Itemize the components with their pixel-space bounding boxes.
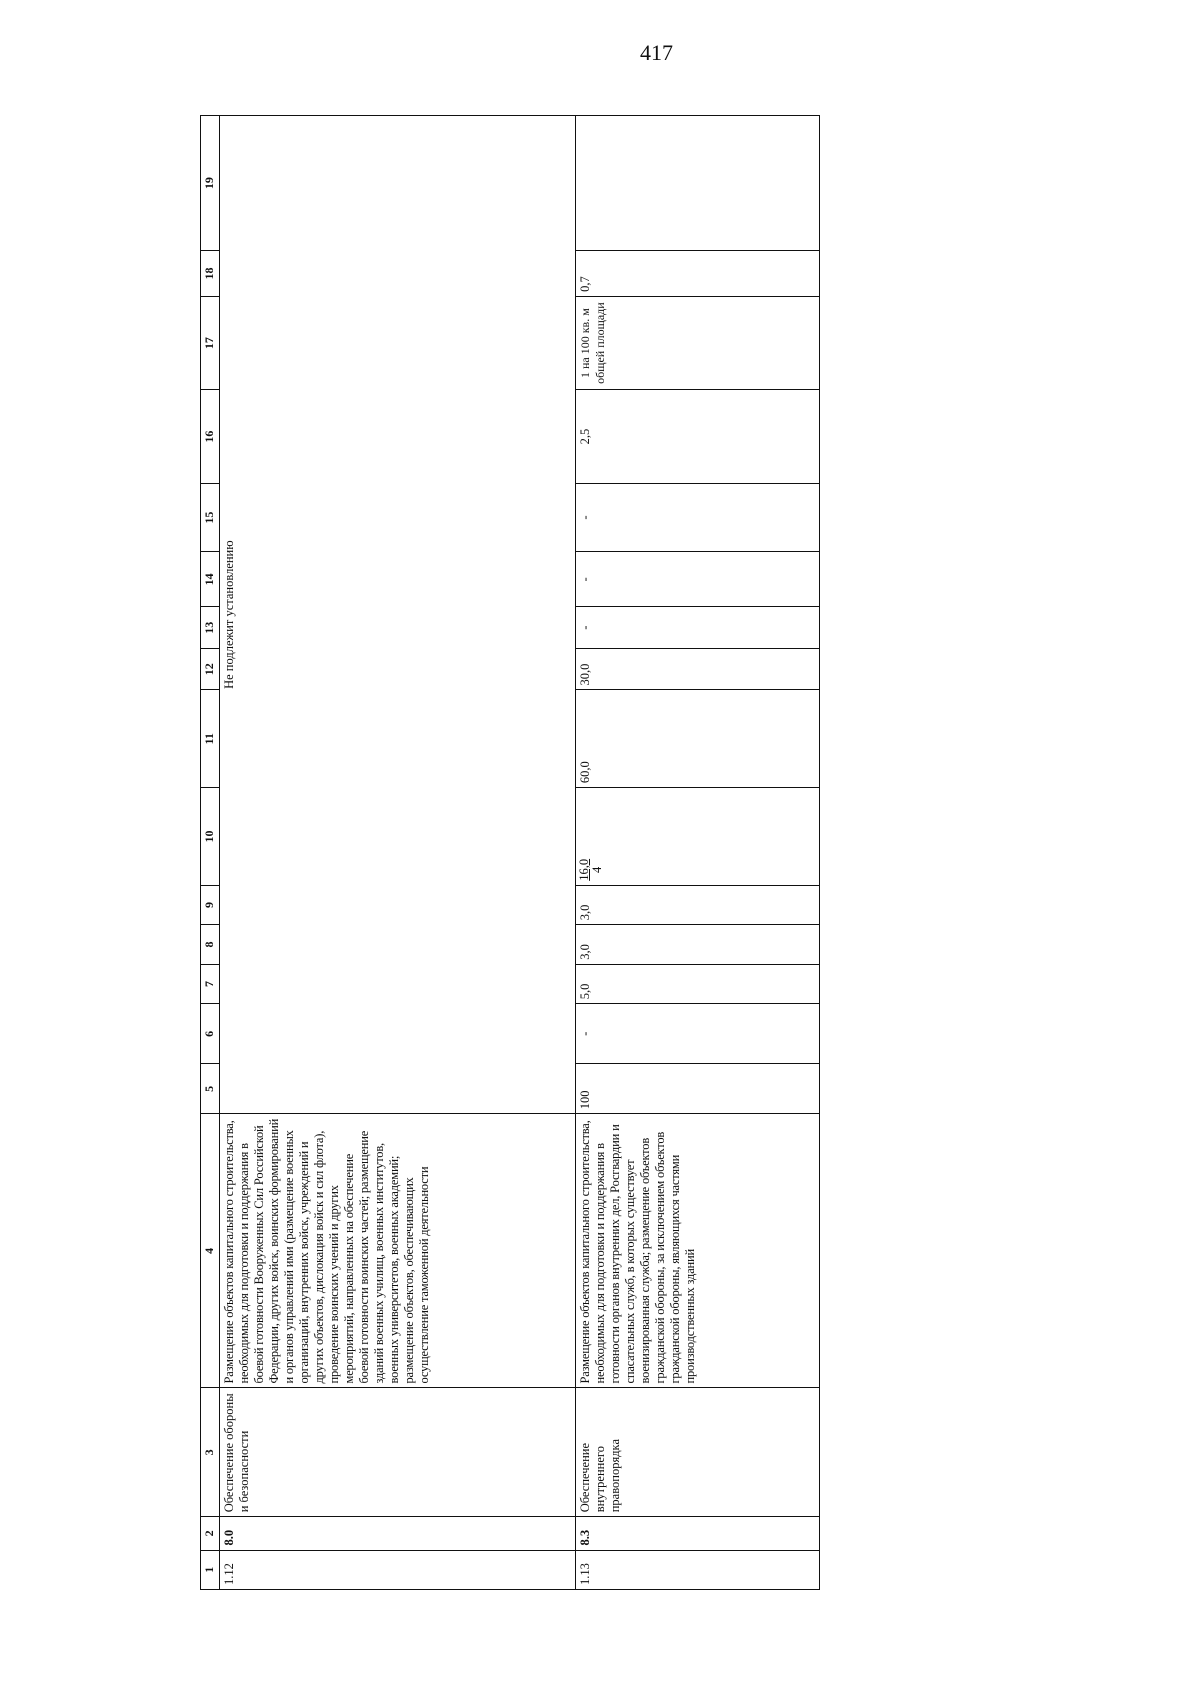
rotated-table-container xyxy=(200,115,820,1590)
cell-col18: 0,7 xyxy=(576,251,820,297)
cell-col13: - xyxy=(576,607,820,649)
cell-col14: - xyxy=(576,552,820,607)
fraction-numerator: 16,0 xyxy=(577,858,591,881)
land-use-table xyxy=(200,115,820,1590)
cell-col9: 3,0 xyxy=(576,885,820,924)
col-header: 16 xyxy=(201,390,220,483)
col-header: 19 xyxy=(201,116,220,251)
use-code: 8.0 xyxy=(220,1517,576,1550)
cell-col19 xyxy=(576,116,820,251)
col-header: 14 xyxy=(201,552,220,607)
col-header: 17 xyxy=(201,296,220,389)
header-row xyxy=(201,116,220,1590)
cell-col5: 100 xyxy=(576,1064,820,1114)
table-row xyxy=(220,116,576,1590)
col-header: 7 xyxy=(201,964,220,1003)
cell-col15: - xyxy=(576,483,820,552)
col-header: 2 xyxy=(201,1517,220,1550)
cell-col11: 60,0 xyxy=(576,690,820,788)
row-number: 1.13 xyxy=(576,1550,820,1589)
col-header: 4 xyxy=(201,1114,220,1388)
cell-col10 xyxy=(576,788,820,886)
col-header: 12 xyxy=(201,648,220,690)
use-description: Размещение объектов капитального строительства, необходимых для подготовки и поддержания в готовности органов внутренних дел, Росгвардии и спасательных служб, в которых существует военизированная служба; размещение объектов гражданской обороны, за исключением объектов гражданской обороны, являющихся частями производственных зданий xyxy=(576,1114,820,1388)
use-code: 8.3 xyxy=(576,1517,820,1550)
page-number: 417 xyxy=(640,40,673,65)
col-header: 18 xyxy=(201,251,220,297)
cell-col7: 5,0 xyxy=(576,964,820,1003)
col-header: 5 xyxy=(201,1064,220,1114)
cell-col17: 1 на 100 кв. м общей площади xyxy=(576,296,820,389)
col-header: 15 xyxy=(201,483,220,552)
col-header: 11 xyxy=(201,690,220,788)
col-header: 10 xyxy=(201,788,220,886)
fraction xyxy=(578,859,604,881)
col-header: 3 xyxy=(201,1388,220,1517)
table-row xyxy=(576,116,820,1590)
row-number: 1.12 xyxy=(220,1550,576,1589)
col-header: 13 xyxy=(201,607,220,649)
col-header: 6 xyxy=(201,1004,220,1064)
use-name: Обеспечение обороны и безопасности xyxy=(220,1388,576,1517)
use-name: Обеспечение внутреннего правопорядка xyxy=(576,1388,820,1517)
cell-col16: 2,5 xyxy=(576,390,820,483)
fraction-denominator: 4 xyxy=(590,866,605,873)
col-header: 9 xyxy=(201,885,220,924)
cell-col6: - xyxy=(576,1004,820,1064)
col-header: 8 xyxy=(201,925,220,964)
use-description: Размещение объектов капитального строительства, необходимых для подготовки и поддержания в боевой готовности Вооруженных Сил Российской Федерации, других войск, воинских формирований и органов управлений ими (размещение военных организаций, внутренних войск, учреждений и других объектов, дислокация войск и сил флота), проведение воинских учений и других мероприятий, направленных на обеспечение боевой готовности воинских частей; размещение зданий военных училищ, военных институтов, военных университетов, военных академий; размещение объектов, обеспечивающих осуществление таможенной деятельности xyxy=(220,1114,576,1388)
merged-not-established: Не подлежит установлению xyxy=(220,116,576,1114)
cell-col8: 3,0 xyxy=(576,925,820,964)
col-header: 1 xyxy=(201,1550,220,1589)
cell-col12: 30,0 xyxy=(576,648,820,690)
